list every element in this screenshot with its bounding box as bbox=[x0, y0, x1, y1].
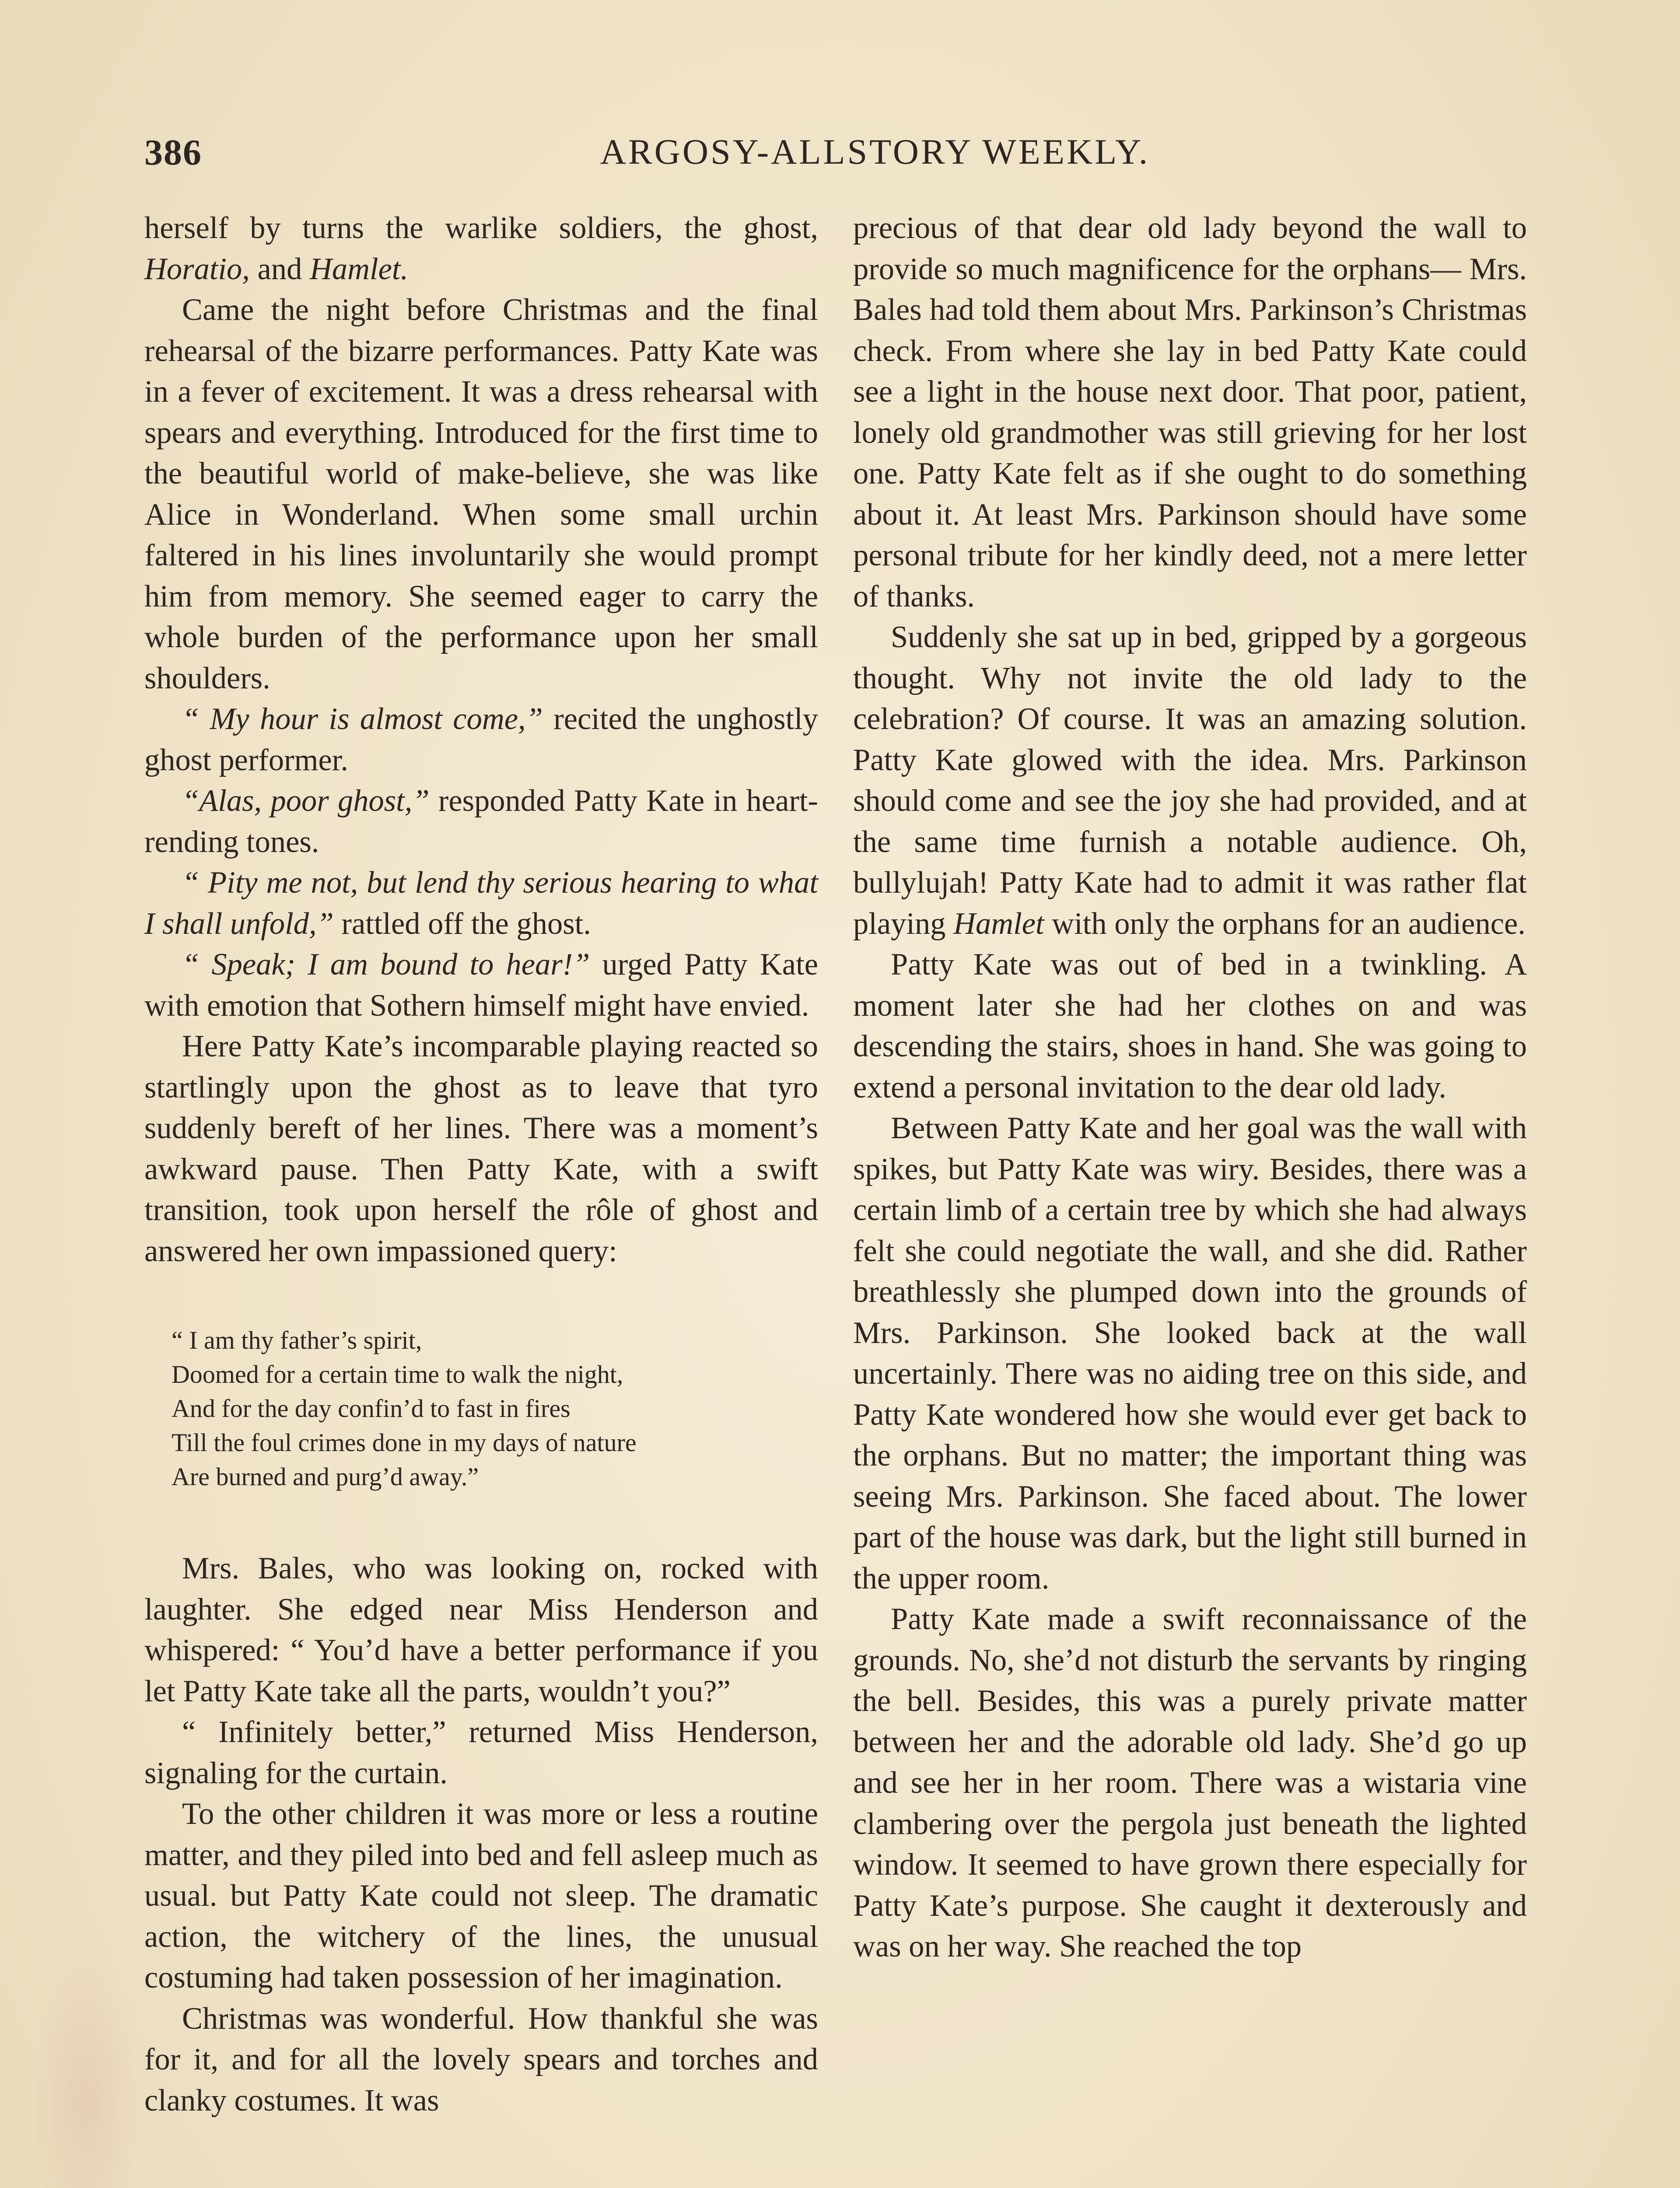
paper-stain bbox=[31, 1947, 140, 2188]
right-column bbox=[853, 208, 1527, 1967]
paragraph: Here Patty Kate’s incomparable playing reacted so startlingly upon the ghost as to leave that tyro suddenly bereft of her lines. There was a moment’s awkward pause. Then Patty Kate, with a swift transition, took upon herself the rôle of ghost and answered her own impassioned query: bbox=[144, 1029, 818, 1268]
verse-line: And for the day confin’d to fast in fires bbox=[172, 1394, 570, 1423]
page-header bbox=[144, 131, 1553, 184]
paragraph: Mrs. Bales, who was looking on, rocked with laughter. She edged near Miss Henderson and whispered: “ You’d have a better performance if you let Patty Kate take all the parts, wouldn’t you?” bbox=[144, 1551, 818, 1708]
dialogue-paragraph: “ My hour is almost come,” recited the unghostly ghost performer. bbox=[144, 702, 818, 777]
running-title: ARGOSY-ALLSTORY WEEKLY. bbox=[600, 132, 1150, 172]
paragraph: Came the night before Christmas and the final rehearsal of the bizarre performances. Patty Kate was in a fever of excitement. It was a dress rehearsal with spears and everything. Introduced for the first time to the beautiful world of make-believe, she was like Alice in Wonderland. When some small urchin faltered in his lines involuntarily she would prompt him from memory. She seemed eager to carry the whole burden of the performance upon her small shoulders. bbox=[144, 293, 818, 695]
paragraph: herself by turns the warlike soldiers, the ghost, Horatio, and Hamlet. bbox=[144, 211, 818, 286]
dialogue-paragraph: “Alas, poor ghost,” responded Patty Kate in heart-rending tones. bbox=[144, 784, 818, 859]
verse-line: “ I am thy father’s spirit, bbox=[172, 1326, 422, 1354]
paragraph: Suddenly she sat up in bed, gripped by a gorgeous thought. Why not invite the old lady to the celebration? Of course. It was an amazing solution. Patty Kate glowed with the idea. Mrs. Parkinson should come and see the joy she had provided, and at the same time furnish a notable audience. Oh, bullylujah! Patty Kate had to admit it was rather flat playing Hamlet with only the orphans for an audience. bbox=[853, 620, 1527, 941]
verse-quotation bbox=[172, 1323, 818, 1494]
paragraph: Between Patty Kate and her goal was the wall with spikes, but Patty Kate was wiry. Besides, there was a certain limb of a certain tree by which she had always felt she could negotiate the wall, and she did. Rather breathlessly she plumped down into the grounds of Mrs. Parkinson. She looked back at the wall uncertainly. There was no aiding tree on this side, and Patty Kate wondered how she would ever get back to the orphans. But no matter; the important thing was seeing Mrs. Parkinson. She faced about. The lower part of the house was dark, but the light still burned in the upper room. bbox=[853, 1111, 1527, 1595]
dialogue-paragraph: “ Speak; I am bound to hear!” urged Patty Kate with emotion that Sothern himself might have envied. bbox=[144, 947, 818, 1023]
verse-line: Till the foul crimes done in my days of nature bbox=[172, 1428, 637, 1457]
dialogue-paragraph: “ Pity me not, but lend thy serious hearing to what I shall unfold,” rattled off the ghost. bbox=[144, 866, 818, 941]
left-column bbox=[144, 208, 818, 2121]
paragraph: Christmas was wonderful. How thankful she was for it, and for all the lovely spears and torches and clanky costumes. It was bbox=[144, 2001, 818, 2118]
verse-line: Are burned and purg’d away.” bbox=[172, 1462, 479, 1491]
paragraph: precious of that dear old lady beyond the wall to provide so much magnificence for the orphans— Mrs. Bales had told them about Mrs. Parkinson’s Christmas check. From where she lay in bed Patty Kate could see a light in the house next door. That poor, patient, lonely old grandmother was still grieving for her lost one. Patty Kate felt as if she ought to do something about it. At least Mrs. Parkinson should have some personal tribute for her kindly deed, not a mere letter of thanks. bbox=[853, 211, 1527, 614]
paragraph: Patty Kate made a swift reconnaissance of the grounds. No, she’d not disturb the servants by ringing the bell. Besides, this was a purely private matter between her and the adorable old lady. She’d go up and see her in her room. There was a wistaria vine clambering over the pergola just beneath the lighted window. It seemed to have grown there especially for Patty Kate’s purpose. She caught it dexterously and was on her way. She reached the top bbox=[853, 1602, 1527, 1964]
verse-line: Doomed for a certain time to walk the night, bbox=[172, 1360, 623, 1389]
paragraph: “ Infinitely better,” returned Miss Henderson, signaling for the curtain. bbox=[144, 1715, 818, 1790]
paragraph: Patty Kate was out of bed in a twinkling. A moment later she had her clothes on and was descending the stairs, shoes in hand. She was going to extend a personal invitation to the dear old lady. bbox=[853, 947, 1527, 1105]
paragraph: To the other children it was more or less a routine matter, and they piled into bed and fell asleep much as usual. but Patty Kate could not sleep. The dramatic action, the witchery of the lines, the unusual costuming had taken possession of her imagination. bbox=[144, 1797, 818, 1995]
page-number: 386 bbox=[144, 132, 202, 173]
